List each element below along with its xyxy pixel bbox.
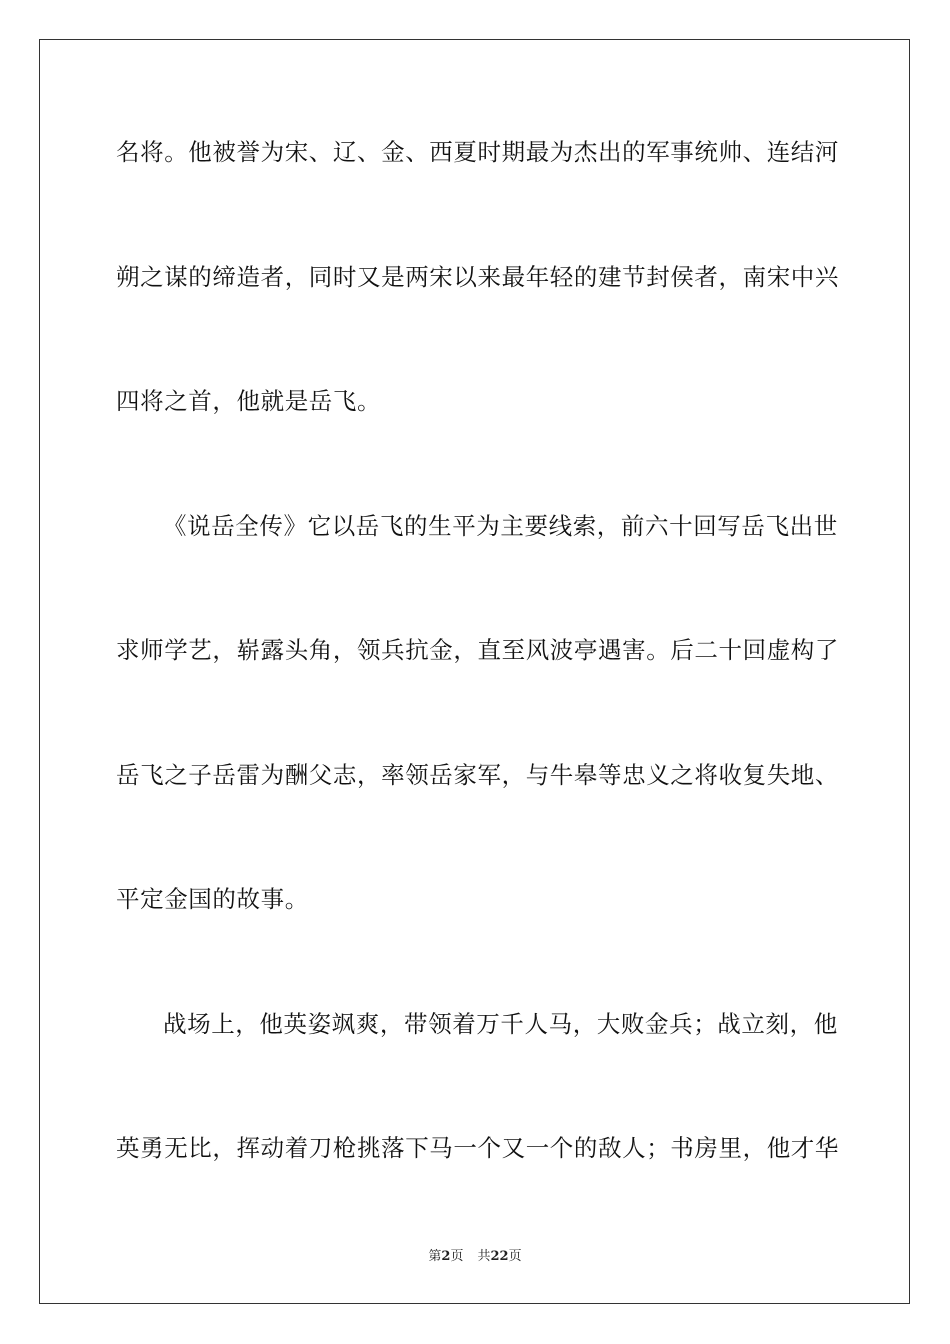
- page-number: 2: [441, 1249, 451, 1264]
- text-line: 战场上，他英姿飒爽，带领着万千人马，大败金兵；战立刻，他: [163, 1010, 838, 1038]
- page-border: [39, 39, 910, 1304]
- page-suffix: 页: [450, 1249, 464, 1264]
- text-line: 朔之谋的缔造者，同时又是两宋以来最年轻的建节封侯者，南宋中兴: [116, 263, 839, 291]
- text-line: 英勇无比，挥动着刀枪挑落下马一个又一个的敌人；书房里，他才华: [116, 1134, 839, 1162]
- text-line: 岳飞之子岳雷为酬父志，率领岳家军，与牛皋等忠义之将收复失地、: [116, 761, 839, 789]
- text-line: 《说岳全传》它以岳飞的生平为主要线索，前六十回写岳飞出世: [163, 512, 838, 540]
- page-footer: [0, 1248, 950, 1266]
- text-line: 平定金国的故事。: [116, 885, 309, 913]
- total-prefix: 共: [477, 1249, 491, 1264]
- text-line: 名将。他被誉为宋、辽、金、西夏时期最为杰出的军事统帅、连结河: [116, 138, 839, 166]
- total-pages: 22: [490, 1249, 509, 1264]
- page-prefix: 第: [428, 1249, 442, 1264]
- total-suffix: 页: [508, 1249, 522, 1264]
- text-line: 求师学艺，崭露头角，领兵抗金，直至风波亭遇害。后二十回虚构了: [116, 636, 839, 664]
- text-line: 四将之首，他就是岳飞。: [116, 387, 382, 415]
